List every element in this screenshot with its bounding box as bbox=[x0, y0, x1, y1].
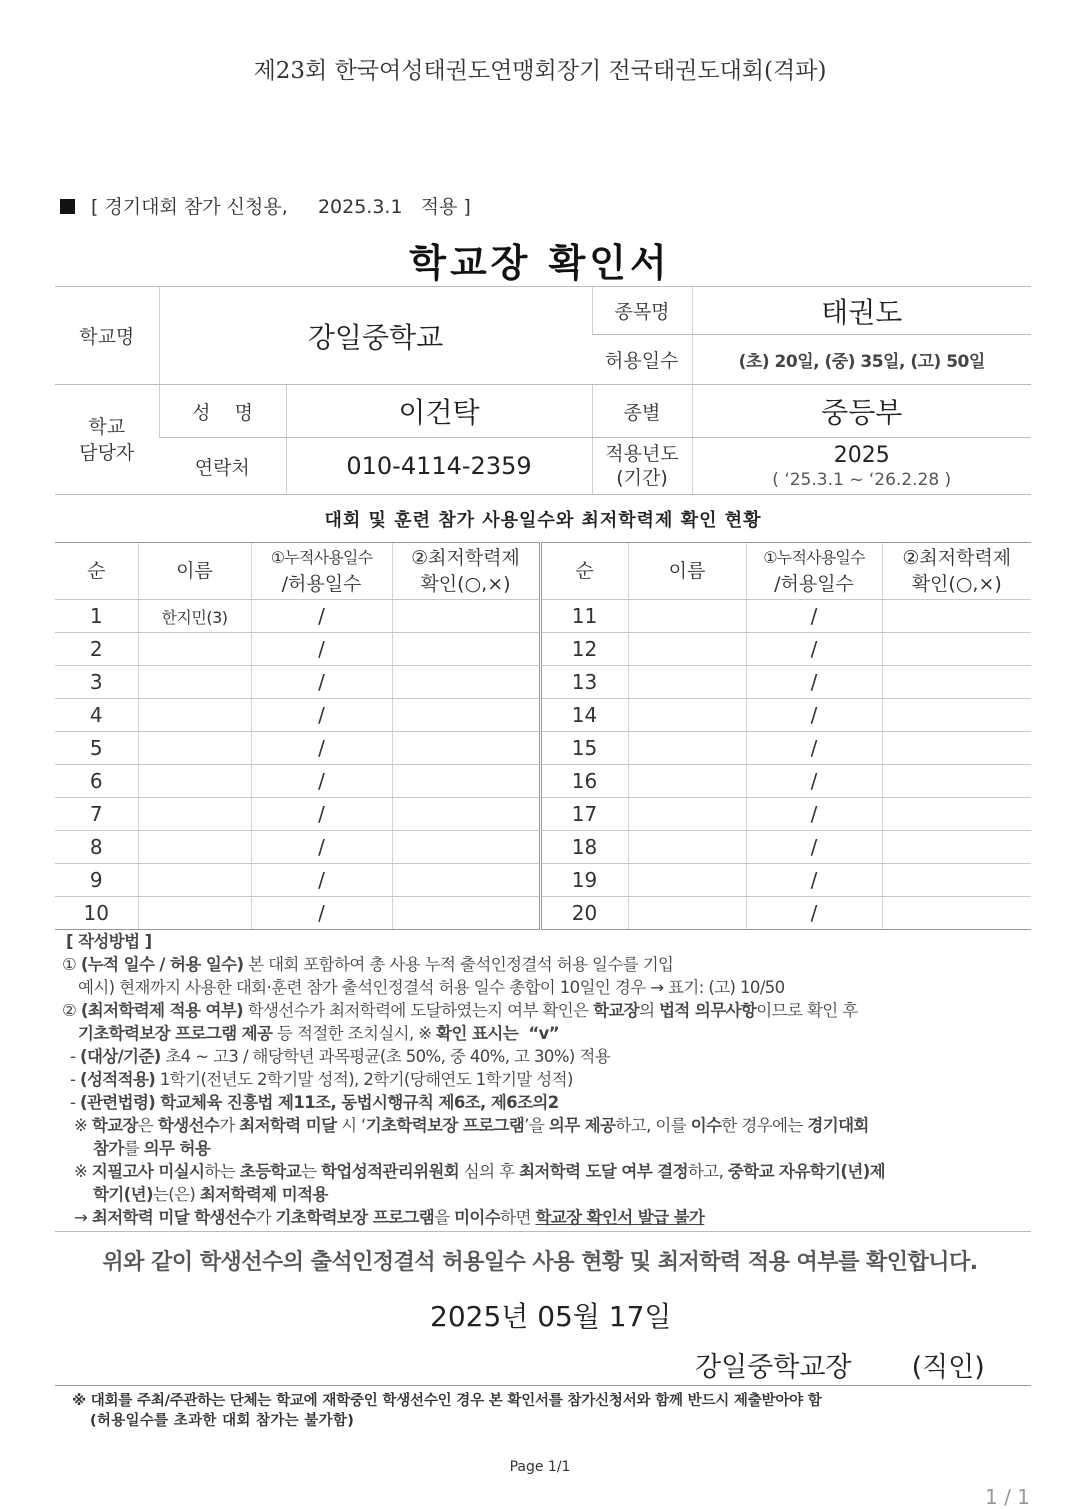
row-acad-right bbox=[882, 765, 1031, 798]
bullet-law bbox=[62, 1091, 1042, 1114]
s2-l: 는(은) bbox=[152, 1185, 200, 1204]
bullet-grades bbox=[62, 1068, 1042, 1091]
note-2-bold: (최저학력제 적용 여부) bbox=[80, 1001, 244, 1020]
a1-c: 가 bbox=[255, 1208, 276, 1227]
s2-k: 학기(년) bbox=[93, 1185, 153, 1204]
note-2-c: 의 bbox=[639, 1001, 660, 1020]
page-count-overlay: 1 / 1 bbox=[985, 1485, 1030, 1509]
header-days-right-line2: /허용일수 bbox=[774, 573, 854, 595]
row-name bbox=[138, 765, 251, 798]
row-name-right bbox=[628, 798, 746, 831]
row-name-right bbox=[628, 600, 746, 633]
note-2-h: 확인 표시 bbox=[436, 1024, 503, 1043]
confirmation-statement: 위와 같이 학생선수의 출석인정결석 허용일수 사용 현황 및 최저학력 적용 여부를 확인합니다. bbox=[102, 1250, 978, 1275]
square-bullet-icon bbox=[60, 199, 75, 214]
document-title: 학교장 확인서 bbox=[409, 241, 671, 285]
row-acad-right bbox=[882, 600, 1031, 633]
note-2-a: 학생선수가 최저학력에 도달하였는지 여부 확인은 bbox=[243, 1001, 594, 1020]
special-note-2-cont bbox=[62, 1183, 1042, 1206]
sport-value: 태권도 bbox=[692, 287, 1031, 335]
school-value: 강일중학교 bbox=[159, 287, 592, 385]
s1-i: ’을 bbox=[524, 1116, 549, 1135]
s2-m: 최저학력제 미적용 bbox=[199, 1185, 328, 1204]
table-row bbox=[55, 633, 1031, 666]
status-table bbox=[55, 542, 1031, 930]
row-name-right bbox=[628, 633, 746, 666]
note-1-bold: (누적 일수 / 허용 일수) bbox=[80, 955, 244, 974]
row-no-right: 20 bbox=[540, 897, 628, 930]
year-value: 2025 bbox=[833, 443, 890, 468]
note-2-g: 등 적절한 조치실시, ※ bbox=[272, 1024, 437, 1043]
special-note-1 bbox=[62, 1114, 1042, 1137]
bullet-target-text: 초4 ~ 고3 / 해당학년 과목평균(초 50%, 중 40%, 고 30%) 적용 bbox=[160, 1047, 611, 1066]
notes-heading-text: [ 작성방법 ] bbox=[66, 932, 152, 951]
manager-label bbox=[55, 385, 159, 495]
a1-f: 미이수 bbox=[454, 1208, 501, 1227]
row-acad bbox=[392, 831, 540, 864]
division-value: 중등부 bbox=[692, 385, 1031, 438]
row-no-right: 12 bbox=[540, 633, 628, 666]
bullet-grades-text: 1학기(전년도 2학기말 성적), 2학기(당해연도 1학기말 성적) bbox=[155, 1070, 573, 1089]
year-label bbox=[592, 438, 692, 495]
header-days-right-line1: ①누적사용일수 bbox=[763, 548, 865, 567]
table-row bbox=[55, 798, 1031, 831]
note-2-f: 기초학력보장 프로그램 제공 bbox=[78, 1024, 273, 1043]
s1-p: 를 bbox=[123, 1139, 144, 1158]
row-acad-right bbox=[882, 798, 1031, 831]
s2-i: 하고, bbox=[687, 1162, 728, 1181]
row-name bbox=[138, 732, 251, 765]
row-acad bbox=[392, 798, 540, 831]
footer-line-2: (허용일수를 초과한 대회 참가는 불가함) bbox=[90, 1413, 355, 1429]
table-row bbox=[55, 699, 1031, 732]
s1-g: 시 ‘ bbox=[336, 1116, 366, 1135]
table-row bbox=[55, 765, 1031, 798]
header-acad-right bbox=[882, 543, 1031, 600]
header-acad-right-line1: ②최저학력제 bbox=[902, 547, 1012, 569]
s1-k: 하고, 이를 bbox=[615, 1116, 691, 1135]
table-row bbox=[55, 831, 1031, 864]
s2-a: ※ bbox=[74, 1162, 92, 1181]
row-days-right: / bbox=[746, 633, 882, 666]
header-name: 이름 bbox=[138, 543, 251, 600]
footer-note bbox=[72, 1391, 1032, 1431]
a1-h: 학교장 확인서 발급 불가 bbox=[535, 1208, 705, 1227]
row-acad-right bbox=[882, 699, 1031, 732]
year-label-text: 적용년도 (기간) bbox=[605, 443, 679, 489]
school-info-table bbox=[55, 286, 1031, 495]
row-days-right: / bbox=[746, 897, 882, 930]
header-days-right bbox=[746, 543, 882, 600]
header-days-line2: /허용일수 bbox=[281, 573, 362, 595]
s2-d: 초등학교 bbox=[239, 1162, 302, 1181]
row-no: 3 bbox=[55, 666, 138, 699]
a1-d: 기초학력보장 프로그램 bbox=[275, 1208, 435, 1227]
row-acad bbox=[392, 600, 540, 633]
row-acad bbox=[392, 633, 540, 666]
header-name-right: 이름 bbox=[628, 543, 746, 600]
row-no: 4 bbox=[55, 699, 138, 732]
principal-signature: 강일중학교장 (직인) bbox=[695, 1352, 985, 1383]
row-no: 10 bbox=[55, 897, 138, 930]
row-name bbox=[138, 864, 251, 897]
row-no-right: 15 bbox=[540, 732, 628, 765]
special-note-2 bbox=[62, 1160, 1042, 1183]
s1-o: 참가 bbox=[93, 1139, 124, 1158]
note-2-prefix: ② bbox=[62, 1001, 81, 1020]
row-days-right: / bbox=[746, 666, 882, 699]
divider bbox=[55, 1231, 1031, 1232]
row-name bbox=[138, 633, 251, 666]
s2-j: 중학교 자유학기(년)제 bbox=[727, 1162, 885, 1181]
a1-b: 최저학력 미달 학생선수 bbox=[91, 1208, 256, 1227]
table-row bbox=[55, 600, 1031, 633]
bullet-law-bold: (관련법령) 학교체육 진흥법 제11조, 동법시행규칙 제6조, 제6조의2 bbox=[80, 1093, 559, 1112]
note-1-example bbox=[62, 976, 1042, 999]
allow-value: (초) 20일, (중) 35일, (고) 50일 bbox=[692, 335, 1031, 385]
a1-e: 을 bbox=[434, 1208, 455, 1227]
table-row bbox=[55, 732, 1031, 765]
row-days: / bbox=[251, 732, 392, 765]
row-no: 6 bbox=[55, 765, 138, 798]
row-days: / bbox=[251, 600, 392, 633]
table-row bbox=[55, 864, 1031, 897]
row-acad bbox=[392, 864, 540, 897]
note-1-text: 본 대회 포함하여 총 사용 누적 출석인정결석 허용 일수를 기입 bbox=[243, 955, 674, 974]
s1-b: 학교장 bbox=[91, 1116, 138, 1135]
row-no-right: 13 bbox=[540, 666, 628, 699]
row-name-right bbox=[628, 897, 746, 930]
sport-label: 종목명 bbox=[592, 287, 692, 335]
s1-h: 기초학력보장 프로그램 bbox=[365, 1116, 525, 1135]
row-days-right: / bbox=[746, 732, 882, 765]
row-acad-right bbox=[882, 864, 1031, 897]
row-name-right bbox=[628, 732, 746, 765]
row-days-right: / bbox=[746, 864, 882, 897]
header-no-right: 순 bbox=[540, 543, 628, 600]
name-label: 성 명 bbox=[159, 385, 286, 438]
row-no: 5 bbox=[55, 732, 138, 765]
s2-c: 하는 bbox=[204, 1162, 240, 1181]
row-days: / bbox=[251, 699, 392, 732]
row-days-right: / bbox=[746, 699, 882, 732]
s1-l: 이수 bbox=[690, 1116, 722, 1135]
s1-c: 은 bbox=[137, 1116, 158, 1135]
arrow-note bbox=[62, 1206, 1042, 1229]
s2-f: 학업성적관리위원회 bbox=[321, 1162, 460, 1181]
row-no-right: 17 bbox=[540, 798, 628, 831]
row-name bbox=[138, 897, 251, 930]
allow-label: 허용일수 bbox=[592, 335, 692, 385]
bullet-grades-bold: (성적적용) bbox=[80, 1070, 156, 1089]
row-name-right bbox=[628, 831, 746, 864]
row-name-right bbox=[628, 699, 746, 732]
status-section-title: 대회 및 훈련 참가 사용일수와 최저학력제 확인 현황 bbox=[324, 510, 762, 531]
row-acad bbox=[392, 666, 540, 699]
row-name bbox=[138, 798, 251, 831]
row-name-right bbox=[628, 864, 746, 897]
school-label: 학교명 bbox=[55, 287, 159, 385]
s2-b: 지필고사 미실시 bbox=[91, 1162, 205, 1181]
row-no-right: 14 bbox=[540, 699, 628, 732]
contact-label: 연락처 bbox=[159, 438, 286, 495]
row-days: / bbox=[251, 897, 392, 930]
row-days-right: / bbox=[746, 600, 882, 633]
header-acad-line2: 확인(○,×) bbox=[420, 573, 511, 595]
row-days-right: / bbox=[746, 798, 882, 831]
header-no: 순 bbox=[55, 543, 138, 600]
row-days: / bbox=[251, 633, 392, 666]
s1-m: 한 경우에는 bbox=[721, 1116, 808, 1135]
s1-j: 의무 제공 bbox=[548, 1116, 616, 1135]
s1-n: 경기대회 bbox=[807, 1116, 869, 1135]
row-no: 1 bbox=[55, 600, 138, 633]
s2-e: 는 bbox=[301, 1162, 322, 1181]
footer-divider bbox=[55, 1385, 1031, 1386]
row-days: / bbox=[251, 798, 392, 831]
row-days-right: / bbox=[746, 765, 882, 798]
s1-a: ※ bbox=[74, 1116, 92, 1135]
header-acad-right-line2: 확인(○,×) bbox=[911, 573, 1002, 595]
row-acad bbox=[392, 897, 540, 930]
row-name-right bbox=[628, 666, 746, 699]
s1-q: 의무 허용 bbox=[143, 1139, 211, 1158]
contact-value: 010-4114-2359 bbox=[286, 438, 592, 495]
bullet-law-dash: - bbox=[70, 1093, 80, 1112]
note-1-example-text: 예시) 현재까지 사용한 대회·훈련 참가 출석인정결석 허용 일수 총합이 10일인 경우 → 표기: (고) 10/50 bbox=[78, 978, 785, 997]
header-days-line1: ①누적사용일수 bbox=[270, 548, 373, 567]
row-no: 7 bbox=[55, 798, 138, 831]
header-days bbox=[251, 543, 392, 600]
note-2-e: 이므로 확인 후 bbox=[756, 1001, 858, 1020]
row-no: 8 bbox=[55, 831, 138, 864]
notes-heading bbox=[62, 930, 1042, 953]
row-days: / bbox=[251, 864, 392, 897]
bullet-target-dash: - bbox=[70, 1047, 80, 1066]
note-2-d: 법적 의무사항 bbox=[659, 1001, 757, 1020]
bullet-target-bold: (대상/기준) bbox=[80, 1047, 161, 1066]
row-name bbox=[138, 666, 251, 699]
row-name-right bbox=[628, 765, 746, 798]
note-2-i: 는 “v” bbox=[502, 1024, 559, 1043]
status-header-row bbox=[55, 543, 1031, 600]
header-acad-line1: ②최저학력제 bbox=[411, 547, 520, 569]
writing-instructions bbox=[62, 930, 1042, 1229]
table-row bbox=[55, 897, 1031, 930]
note-2-cont bbox=[62, 1022, 1042, 1045]
row-no-right: 16 bbox=[540, 765, 628, 798]
note-1 bbox=[62, 953, 1042, 976]
row-days-right: / bbox=[746, 831, 882, 864]
division-label: 종별 bbox=[592, 385, 692, 438]
row-acad bbox=[392, 732, 540, 765]
row-acad-right bbox=[882, 897, 1031, 930]
special-note-1-cont bbox=[62, 1137, 1042, 1160]
row-days: / bbox=[251, 765, 392, 798]
row-acad bbox=[392, 765, 540, 798]
row-no: 9 bbox=[55, 864, 138, 897]
row-name: 한지민(3) bbox=[138, 600, 251, 633]
row-no-right: 11 bbox=[540, 600, 628, 633]
form-meta-line bbox=[60, 192, 471, 219]
row-name bbox=[138, 699, 251, 732]
year-cell bbox=[692, 438, 1031, 495]
table-row bbox=[55, 666, 1031, 699]
s1-d: 학생선수 bbox=[157, 1116, 220, 1135]
manager-label-text: 학교 담당자 bbox=[79, 415, 135, 464]
s1-e: 가 bbox=[219, 1116, 240, 1135]
note-1-prefix: ① bbox=[62, 955, 81, 974]
row-acad bbox=[392, 699, 540, 732]
row-acad-right bbox=[882, 831, 1031, 864]
issue-date: 2025년 05월 17일 bbox=[430, 1300, 672, 1333]
event-title: 제23회 한국여성태권도연맹회장기 전국태권도대회(격파) bbox=[253, 58, 827, 84]
row-no-right: 19 bbox=[540, 864, 628, 897]
page-label: Page 1/1 bbox=[509, 1459, 571, 1475]
row-no-right: 18 bbox=[540, 831, 628, 864]
name-value: 이건탁 bbox=[286, 385, 592, 438]
row-days: / bbox=[251, 666, 392, 699]
bullet-target bbox=[62, 1045, 1042, 1068]
meta-text: [ 경기대회 참가 신청용, 2025.3.1 적용 ] bbox=[91, 196, 471, 218]
row-acad-right bbox=[882, 633, 1031, 666]
year-period: ( ‘25.3.1 ~ ‘26.2.28 ) bbox=[772, 470, 952, 490]
s2-h: 최저학력 도달 여부 결정 bbox=[519, 1162, 688, 1181]
header-acad bbox=[392, 543, 540, 600]
s2-g: 심의 후 bbox=[459, 1162, 520, 1181]
note-2 bbox=[62, 999, 1042, 1022]
row-acad-right bbox=[882, 732, 1031, 765]
a1-g: 하면 bbox=[500, 1208, 536, 1227]
note-2-b: 학교장 bbox=[593, 1001, 640, 1020]
row-no: 2 bbox=[55, 633, 138, 666]
row-acad-right bbox=[882, 666, 1031, 699]
s1-f: 최저학력 미달 bbox=[239, 1116, 337, 1135]
row-days: / bbox=[251, 831, 392, 864]
bullet-grades-dash: - bbox=[70, 1070, 80, 1089]
footer-line-1: ※ 대회를 주최/주관하는 단체는 학교에 재학중인 학생선수인 경우 본 확인서를 참가신청서와 함께 반드시 제출받아야 함 bbox=[72, 1393, 822, 1409]
row-name bbox=[138, 831, 251, 864]
a1-a: → bbox=[74, 1208, 92, 1227]
